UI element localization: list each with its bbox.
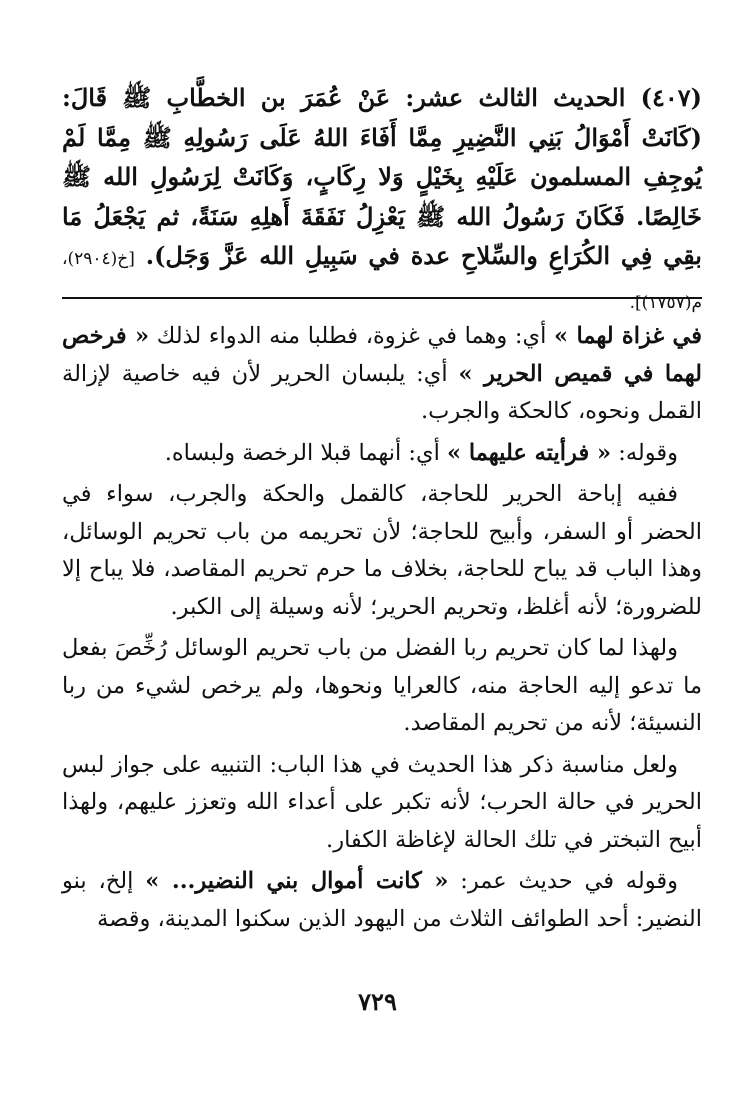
commentary-paragraph-3: ففيه إباحة الحرير للحاجة، كالقمل والحكة والجرب، سواء في الحضر أو السفر، وأبيح للحاجة؛ لأن تحريمه من باب تحريم الوسائل، وهذا الباب قد يباح للحاجة، بخلاف ما حرم تحريم المقاصد، فلا يباح إلا للضرورة؛ لأنه أغلظ، وتحريم الحرير؛ لأنه وسيلة إلى الكبر. bbox=[62, 481, 702, 620]
commentary-text: وقوله: bbox=[611, 439, 678, 466]
commentary-text: وقوله في حديث عمر: bbox=[448, 868, 678, 894]
commentary-text: إلخ، بنو النضير: أحد الطوائف الثلاث من اليهود الذين سكنوا المدينة، وقصة bbox=[62, 868, 702, 932]
hadith-paragraph bbox=[62, 78, 702, 323]
hadith-text: (كَانَتْ أَمْوَالُ بَنِي النَّضِيرِ مِمَّا أَفَاءَ اللهُ عَلَى رَسُولِهِ ﷺ مِمَّا لَمْ يُوجِفِ المسلمون عَلَيْهِ بِخَيْلٍ وَلا رِكَابٍ، وَكَانَتْ لِرَسُولِ الله ﷺ خَالِصًا. فَكَانَ رَسُولُ الله ﷺ يَعْزِلُ نَفَقَةَ أَهلِهِ سَنَةً، ثم يَجْعَلُ مَا بقِي فِي الكُرَاعِ والسِّلاحِ عدة في سَبِيلِ الله عَزَّ وَجَل). bbox=[62, 122, 702, 270]
commentary-paragraph-1 bbox=[62, 318, 702, 431]
hadith-block bbox=[62, 78, 702, 323]
commentary-paragraph-4: ولهذا لما كان تحريم ربا الفضل من باب تحريم الوسائل رُخِّصَ بفعل ما تدعو إليه الحاجة منه، كالعرايا ونحوها، ولم يرخص لشيء من ربا النسيئة؛ لأنه من تحريم المقاصد. bbox=[62, 635, 702, 736]
hadith-reference: [خ(٢٩٠٤)، م(١٧٥٧)]. bbox=[62, 249, 702, 313]
commentary-text: أي: أنهما قبلا الرخصة ولبساه. bbox=[164, 439, 448, 466]
commentary-paragraph-5: ولعل مناسبة ذكر هذا الحديث في هذا الباب: التنبيه على جواز لبس الحرير في حالة الحرب؛ لأنه تكبر على أعداء الله وتعزز عليهم، ولهذا أبيح التبختر في تلك الحالة لإغاظة الكفار. bbox=[62, 751, 702, 853]
quoted-phrase: في غزاة لهما » bbox=[554, 323, 702, 349]
commentary-paragraph-6 bbox=[62, 863, 702, 938]
hadith-text-block bbox=[62, 78, 702, 323]
commentary-text: أي: وهما في غزوة، فطلبا منه الدواء لذلك bbox=[149, 323, 555, 349]
hadith-heading: (٤٠٧) الحديث الثالث عشر: عَنْ عُمَرَ بن الخطَّابِ ﷺ قَالَ: bbox=[62, 83, 702, 112]
quoted-phrase: « فرخص لهما في قميص الحرير » bbox=[62, 323, 703, 387]
commentary-paragraph-2 bbox=[62, 435, 702, 473]
quoted-phrase: « فرأيته عليهما » bbox=[447, 439, 612, 466]
quoted-phrase: « كانت أموال بني النضير... » bbox=[145, 868, 449, 894]
section-divider bbox=[62, 297, 702, 299]
page-number: ٧٢٩ bbox=[358, 987, 397, 1016]
commentary-block bbox=[62, 318, 702, 942]
commentary-text: أي: يلبسان الحرير لأن فيه خاصية لإزالة القمل ونحوه، كالحكة والجرب. bbox=[62, 360, 702, 424]
